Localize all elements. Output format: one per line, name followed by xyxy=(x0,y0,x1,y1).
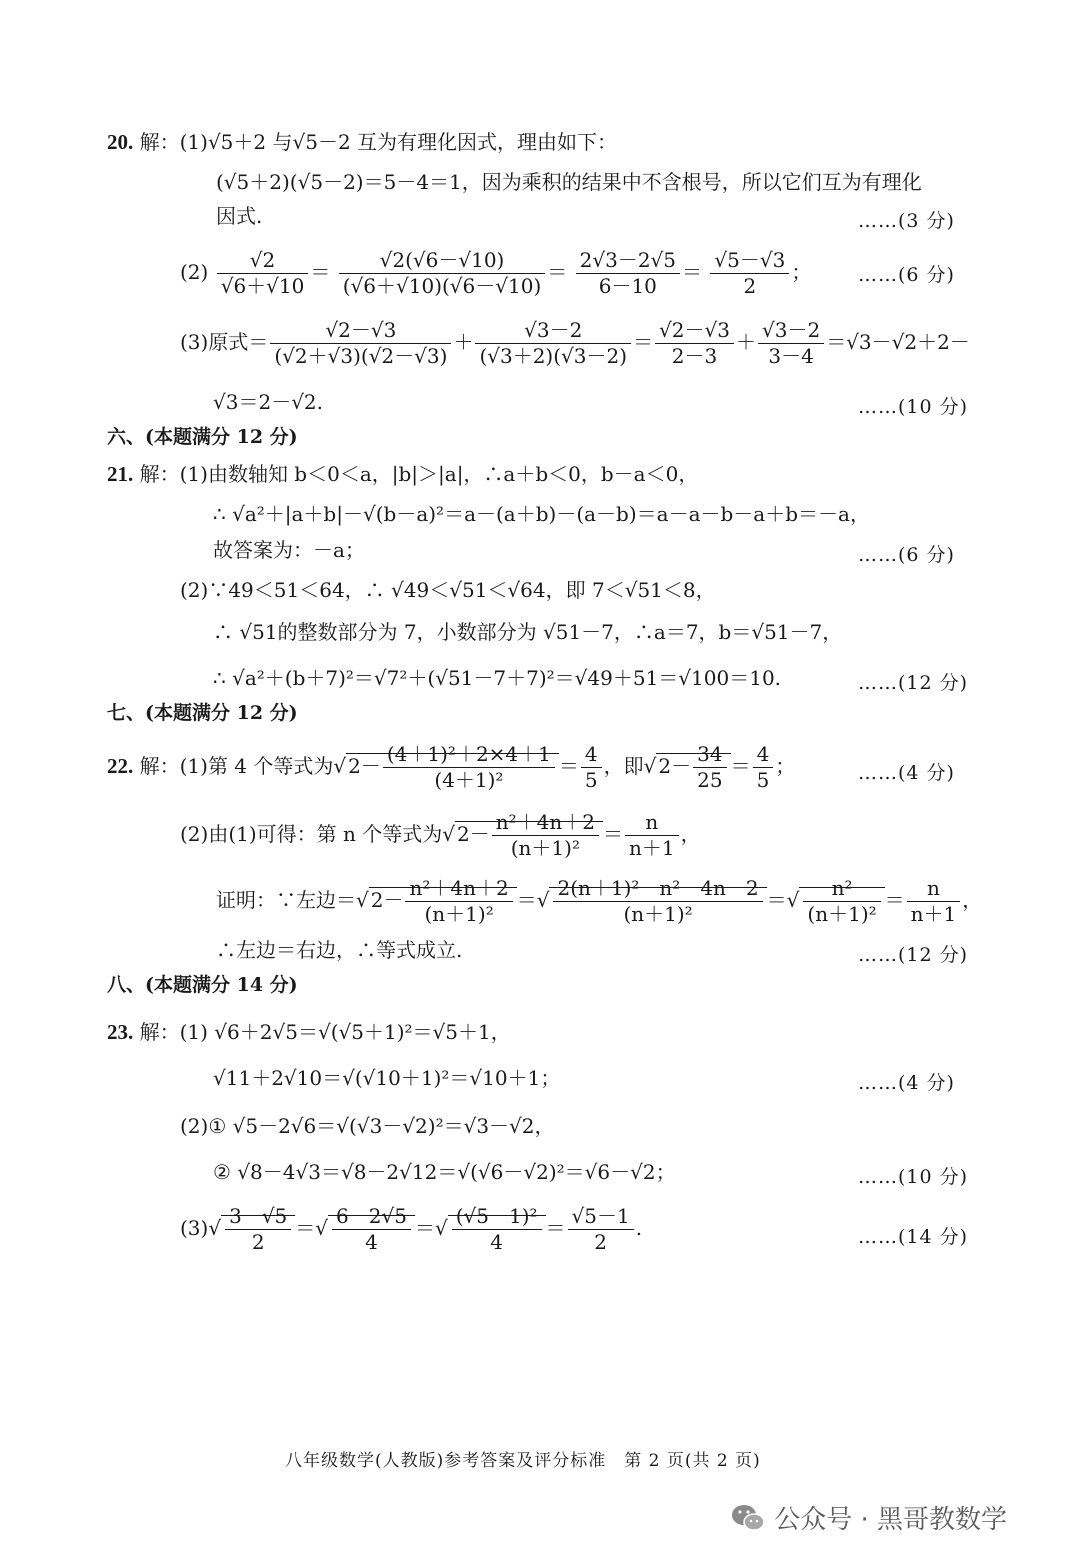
frac-num: n xyxy=(907,876,961,902)
q20-part1-head: 解：(1)√5＋2 与√5－2 互为有理化因式，理由如下： xyxy=(139,130,618,154)
frac-num: √2－√3 xyxy=(655,318,734,344)
frac-num: √2－√3 xyxy=(270,318,451,344)
score-q23-2: ……(10 分) xyxy=(858,1166,969,1188)
frac-den: 25 xyxy=(697,768,723,792)
q20-part2-frac2 xyxy=(339,248,546,299)
score-q23-3: ……(14 分) xyxy=(858,1226,969,1248)
frac-den: (n＋1)² xyxy=(807,902,877,926)
frac xyxy=(405,876,512,927)
frac-num: √5－√3 xyxy=(710,248,789,274)
q22-proof-radical1 xyxy=(369,876,517,926)
frac-num: √5－1 xyxy=(568,1204,634,1230)
frac-den: (n＋1)² xyxy=(424,902,494,926)
q22-line1: 22. 解：(1)第 4 个等式为√ 2－ $\frac{\text{(4＋1)²＋2×4＋1}}{\text{(4＋1)²}}$ ＝ $\frac{4}{5}$ ，即√ 2－ $\frac{34}{25}$ ＝ $\frac{4}{5}$ ； xyxy=(107,742,796,792)
q21-part2-head: (2)∵49＜51＜64，∴ √49＜√51＜√64，即 7＜√51＜8， xyxy=(180,578,716,602)
frac-num: 4 xyxy=(581,742,602,768)
q23-number: 23. xyxy=(107,1020,134,1044)
q22-part2-radical xyxy=(455,810,603,860)
frac xyxy=(225,1204,291,1255)
frac-num: 6－2√5 xyxy=(332,1204,411,1230)
section-6-heading: 六、(本题满分 12 分) xyxy=(107,426,298,448)
q20-part1-tail: 因式. xyxy=(216,204,263,228)
frac-num: √2(√6－√10) xyxy=(339,248,546,274)
frac-den: 6－10 xyxy=(598,274,657,298)
q22-proof: 证明：∵左边＝√ 2－ $\frac{\text{n²＋4n＋2}}{\text{(n＋1)²}}$ ＝√ $\frac{\text{2(n＋1)²－n²－4n－2}}{\text{(n＋1)²}}$ ＝√ $\frac{\text{n²}}{\text{(n＋1)²}}$ ＝ $\frac{n}{n+1}$ ， xyxy=(216,876,983,926)
frac-den: 4 xyxy=(365,1230,378,1254)
q22-part1-frac2 xyxy=(753,742,774,793)
q22-proof-radical2 xyxy=(549,876,766,926)
q22-part1-mid: ，即 xyxy=(603,754,644,778)
q20-part2-label: (2) xyxy=(180,260,209,284)
q23-part3: (3)√ $\frac{3-√5}{2}$ ＝√ $\frac{6-2√5}{4}$ ＝√ $\frac{\text{(√5－1)²}}{4}$ ＝ $\frac{√5-1}{2}$ . xyxy=(180,1204,643,1254)
frac-num: 2(n＋1)²－n²－4n－2 xyxy=(553,876,762,902)
frac xyxy=(803,876,880,927)
frac xyxy=(492,810,599,861)
q20-part3-frac3 xyxy=(655,318,734,369)
q21-part1-equation: ∴ √a²＋|a＋b|－√(b－a)²＝a－(a＋b)－(a－b)＝a－a－b－a＋b＝－a， xyxy=(213,502,870,526)
q21-part2-mid: ∴ √51的整数部分为 7，小数部分为 √51－7，∴a＝7，b＝√51－7， xyxy=(213,620,843,644)
frac-den: n＋1 xyxy=(910,902,957,926)
q22-proof-head: 证明：∵左边＝ xyxy=(216,888,356,912)
q23-part1-b: √11＋2√10＝√(√10＋1)²＝√10＋1； xyxy=(213,1066,561,1090)
q22-number: 22. xyxy=(107,754,134,778)
q21-part1-head: 解：(1)由数轴知 b＜0＜a，|b|＞|a|，∴a＋b＜0，b－a＜0， xyxy=(139,462,699,486)
frac xyxy=(383,742,555,793)
q23-part3-radical2 xyxy=(328,1204,415,1254)
frac xyxy=(452,1204,542,1255)
q23-part3-end: . xyxy=(635,1216,643,1240)
watermark-text: 公众号 · 黑哥教数学 xyxy=(774,1505,1008,1535)
q22-proof-radical3 xyxy=(799,876,884,926)
frac-den: (n＋1)² xyxy=(623,902,693,926)
score-q20-2: ……(6 分) xyxy=(858,264,955,286)
score-q23-1: ……(4 分) xyxy=(858,1072,955,1094)
q22-conclusion: ∴左边＝右边，∴等式成立. xyxy=(216,938,463,962)
q22-part1-radical2 xyxy=(656,742,730,792)
q20-part2-frac3 xyxy=(576,248,680,299)
frac-den: (√2＋√3)(√2－√3) xyxy=(274,344,448,368)
frac xyxy=(332,1204,411,1255)
frac-num: 4 xyxy=(753,742,774,768)
q23-part2-b: ② √8－4√3＝√8－2√12＝√(√6－√2)²＝√6－√2； xyxy=(213,1160,676,1184)
q23-part1-a: 解：(1) √6＋2√5＝√(√5＋1)²＝√5＋1， xyxy=(139,1020,511,1044)
q22-part2: (2)由(1)可得：第 n 个等式为√ 2－ $\frac{\text{n²＋4n＋2}}{\text{(n＋1)²}}$ ＝ $\frac{n}{n+1}$ ， xyxy=(180,810,701,860)
radical-prefix: 2－ xyxy=(370,888,404,912)
frac-num: n² xyxy=(803,876,880,902)
q23-part3-frac xyxy=(568,1204,634,1255)
q20-line1 xyxy=(107,132,617,153)
frac-den: (n＋1)² xyxy=(510,836,580,860)
q23-line1 xyxy=(107,1022,511,1043)
score-q22-1: ……(4 分) xyxy=(858,762,955,784)
frac-num: n xyxy=(625,810,679,836)
frac-den: 2 xyxy=(594,1230,608,1254)
q22-proof-end: ， xyxy=(962,888,983,912)
score-q22-2: ……(12 分) xyxy=(858,944,969,966)
frac-den: n＋1 xyxy=(628,836,675,860)
score-q21-1: ……(6 分) xyxy=(858,544,955,566)
watermark xyxy=(730,1502,1007,1539)
page-footer: 八年级数学(人教版)参考答案及评分标准 第 2 页(共 2 页) xyxy=(285,1451,761,1471)
frac-den: 4 xyxy=(490,1230,503,1254)
frac-den: 2－3 xyxy=(671,344,718,368)
q20-part3-frac4 xyxy=(758,318,824,369)
q22-part2-end: ， xyxy=(680,822,701,846)
q23-part3-label: (3) xyxy=(180,1216,209,1240)
q22-part1-radical1 xyxy=(346,742,559,792)
frac-num: √3－2 xyxy=(475,318,631,344)
q21-part1-answer: 故答案为：－a； xyxy=(213,538,365,562)
q23-part2-a: (2)① √5－2√6＝√(√3－√2)²＝√3－√2， xyxy=(180,1114,555,1138)
frac-num: √2 xyxy=(217,248,309,274)
frac-den: 3－4 xyxy=(768,344,814,368)
q22-proof-frac xyxy=(907,876,961,927)
q23-part3-radical3 xyxy=(448,1204,546,1254)
score-q20-1: ……(3 分) xyxy=(858,210,955,232)
frac-num: 2√3－2√5 xyxy=(576,248,680,274)
frac-num: (4＋1)²＋2×4＋1 xyxy=(383,742,555,768)
radical-prefix: 2－ xyxy=(348,754,381,778)
q20-part3-rest: ＝√3－√2＋2－ xyxy=(826,330,970,354)
frac-num: n²＋4n＋2 xyxy=(405,876,512,902)
q20-part3: (3)原式＝ $\frac{√2-√3}{(√2+√3)(√2-√3)}$ ＋ $\frac{√3-2}{(√3+2)(√3-2)}$ ＝ $\frac{√2-√3}{2-3}$ ＋ $\frac{√3-2}{3-4}$ ＝√3－√2＋2－ xyxy=(180,318,970,368)
frac-den: 2 xyxy=(743,274,757,298)
q20-part3-frac2 xyxy=(475,318,631,369)
q23-part3-radical1 xyxy=(221,1204,295,1254)
score-q20-3: ……(10 分) xyxy=(858,396,969,418)
frac-den: 2 xyxy=(251,1230,265,1254)
q22-part1-head: 解：(1)第 4 个等式为 xyxy=(139,754,334,778)
q22-part1-end: ； xyxy=(775,754,796,778)
frac xyxy=(553,876,762,927)
q20-part2-frac1 xyxy=(217,248,309,299)
section-7-heading: 七、(本题满分 12 分) xyxy=(107,702,298,724)
frac-num: 34 xyxy=(693,742,726,768)
section-8-heading: 八、(本题满分 14 分) xyxy=(107,974,298,996)
frac-num: 3－√5 xyxy=(225,1204,291,1230)
frac-num: (√5－1)² xyxy=(452,1204,542,1230)
frac-den: (4＋1)² xyxy=(434,768,504,792)
frac-den: (√6＋√10)(√6－√10) xyxy=(342,274,542,298)
frac-den: √6＋√10 xyxy=(220,274,305,298)
q21-number: 21. xyxy=(107,462,134,486)
frac-den: 5 xyxy=(756,768,770,792)
q20-part3-tail: √3＝2－√2. xyxy=(213,390,324,414)
q20-number: 20. xyxy=(107,130,134,154)
q20-part3-frac1 xyxy=(270,318,451,369)
frac-num: √3－2 xyxy=(758,318,824,344)
frac xyxy=(693,742,726,793)
frac-den: 5 xyxy=(584,768,598,792)
radical-prefix: 2－ xyxy=(457,822,490,846)
q21-line1 xyxy=(107,464,698,485)
q21-part2-end: ∴ √a²＋(b＋7)²＝√7²＋(√51－7＋7)²＝√49＋51＝√100＝10. xyxy=(213,666,782,690)
q20-part2-frac4 xyxy=(710,248,789,299)
radical-prefix: 2－ xyxy=(658,754,692,778)
q22-part1-frac1 xyxy=(581,742,602,793)
frac-den: (√3＋2)(√3－2) xyxy=(479,344,628,368)
q22-part2-head: (2)由(1)可得：第 n 个等式为 xyxy=(180,822,443,846)
frac-num: n²＋4n＋2 xyxy=(492,810,599,836)
q22-part2-frac xyxy=(625,810,679,861)
score-q21-2: ……(12 分) xyxy=(858,672,969,694)
q20-part2: (2) $\frac{√2}{√6+√10}$ ＝ $\frac{√2(√6-√10)}{(√6+√10)(√6-√10)}$ ＝ $\frac{2√3-2√5}{6-10}$ ＝ $\frac{√5-√3}{2}$ ； xyxy=(180,248,812,298)
q20-part3-label: (3)原式＝ xyxy=(180,330,269,354)
wechat-icon xyxy=(730,1502,766,1539)
q20-part1-body: (√5＋2)(√5－2)＝5－4＝1，因为乘积的结果中不含根号，所以它们互为有理化 xyxy=(216,170,922,194)
